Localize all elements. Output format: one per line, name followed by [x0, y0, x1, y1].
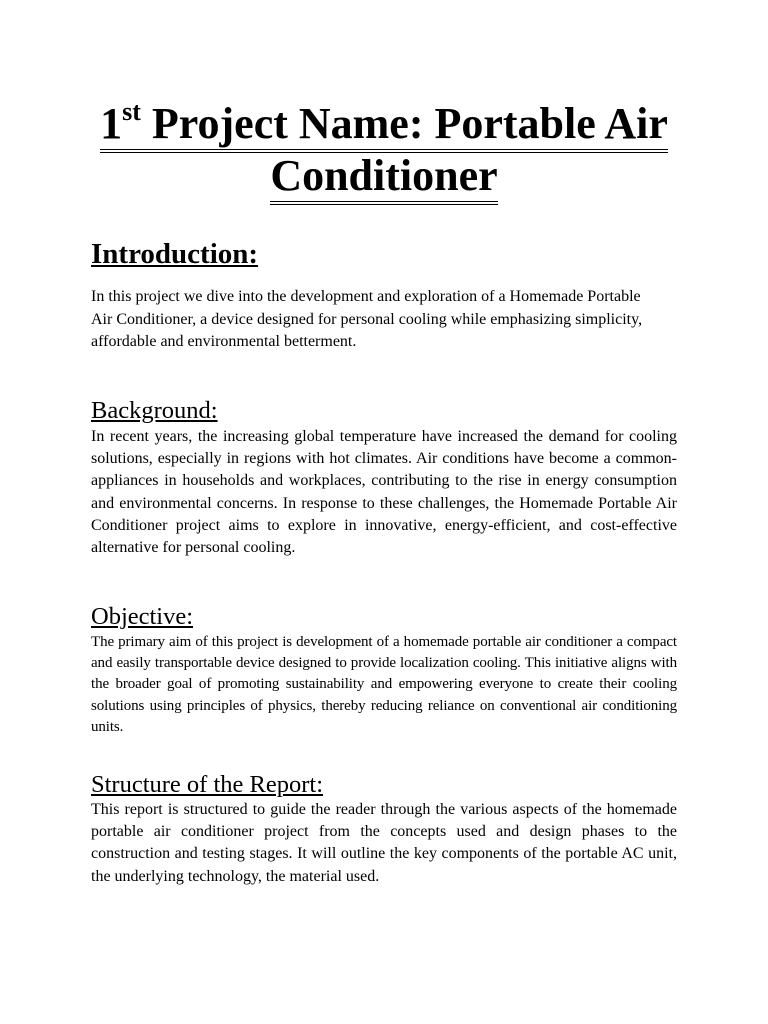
title-line-1 [100, 99, 668, 153]
introduction-heading: Introduction: [91, 238, 259, 270]
background-paragraph: In recent years, the increasing global temperature have increased the demand for cooling solutions, especially in regions with hot climates. Air conditions have become a common-appliances in households and workplaces, contributing to the rise in energy consumption and environmental concerns. In response to these challenges, the Homemade Portable Air Conditioner project aims to explore in innovative, energy-efficient, and cost-effective alternative for personal cooling. [91, 428, 677, 557]
title-line-2: Conditioner [270, 151, 497, 205]
title-line-1-text: Project Name: Portable Air [140, 99, 668, 148]
background-heading: Background: [91, 397, 218, 424]
objective-paragraph: The primary aim of this project is development of a homemade portable air conditioner a compact and easily transportable device designed to provide localization cooling. This initiative aligns with the broader goal of promoting sustainability and empowering everyone to create their cooling solutions using principles of physics, thereby reducing reliance on conventional air conditioning units. [91, 634, 677, 735]
objective-heading: Objective: [91, 603, 194, 630]
document-title [60, 98, 708, 202]
structure-paragraph: This report is structured to guide the reader through the various aspects of the homemade portable air conditioner project from the concepts used and design phases to the construction and testing stages. It will outline the key components of the portable AC unit, the underlying technology, the material used. [91, 801, 677, 885]
title-number: 1 [100, 99, 123, 148]
structure-heading: Structure of the Report: [91, 771, 324, 798]
introduction-paragraph: In this project we dive into the development and exploration of a Homemade Portable Air Conditioner, a device designed for personal cooling while emphasizing simplicity, affordable and environmental betterment. [91, 288, 643, 350]
title-ordinal-suffix: st [122, 97, 141, 127]
